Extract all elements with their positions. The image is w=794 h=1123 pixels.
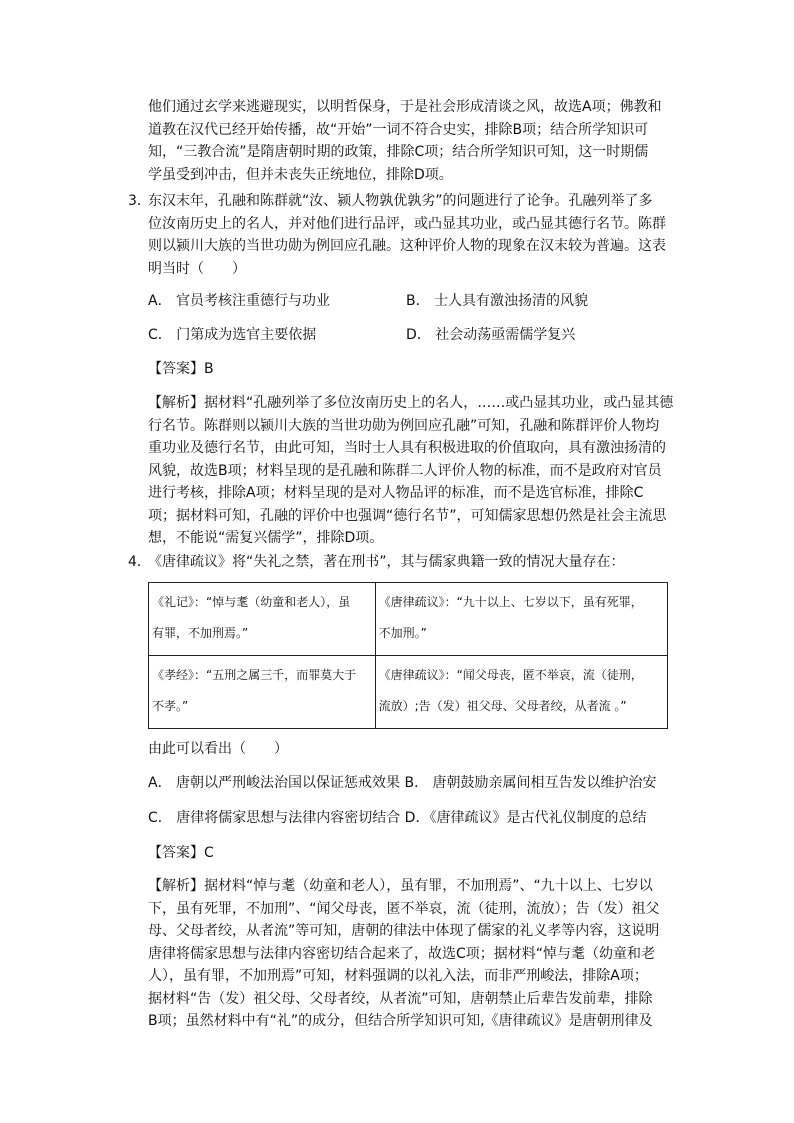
table-row (149, 656, 668, 729)
question-3-explanation-line: 风貌，故选B项；材料呈现的是孔融和陈群二人评价人物的标准，而不是政府对官员 (148, 462, 662, 479)
question-4-explanation-line: 据材料“告（发）祖父母、父母者绞，从者流”可知，唐朝禁止后辈告发前辈，排除 (148, 990, 653, 1007)
question-3-explanation (148, 392, 673, 550)
prev-explanation-line: 学虽受到冲击，但并未丧失正统地位，排除D项。 (148, 166, 453, 183)
question-4-stem: 《唐律疏议》将“失礼之禁，著在刑书”，其与儒家典籍一致的情况大量存在： (148, 554, 625, 570)
question-3-option-a: A． 官员考核注重德行与功业 (148, 293, 331, 309)
table-cell-line: 《孝经》：“五刑之属三千，而罪莫大于 (152, 668, 357, 682)
question-3-stem-line: 则以颍川大族的当世功勋为例回应孔融。这种评价人物的现象在汉末较为普遍。这表 (148, 238, 666, 254)
table-cell-line: 不孝。” (152, 699, 189, 713)
table-cell-line: 《礼记》：“悼与耄（幼童和老人），虽 (152, 595, 351, 609)
question-3-option-b: B． 士人具有激浊扬清的风貌 (406, 293, 589, 309)
table-cell-line: 流放）;告（发）祖父母、父母者绞，从者流 。” (378, 699, 627, 713)
prev-explanation-line: 知，“三教合流”是隋唐朝时期的政策，排除C项；结合所学知识可知，这一时期儒 (148, 144, 649, 160)
prev-explanation (148, 96, 662, 186)
table-cell (149, 656, 376, 729)
question-3-explanation-line: 重功业及德行名节，由此可知，当时士人具有积极进取的价值取向，具有激浊扬清的 (148, 440, 666, 456)
table-row (149, 583, 668, 656)
question-3-stem-line: 东汉末年，孔融和陈群就“汝、颍人物孰优孰劣”的问题进行了论争。孔融列举了多 (148, 193, 653, 209)
prev-explanation-line: 道教在汉代已经开始传播，故“开始”一词不符合史实，排除B项；结合所学知识可 (148, 121, 649, 138)
question-4-explanation-line: 人），虽有罪，不加刑焉”可知，材料强调的以礼入法，而非严刑峻法，排除A项； (148, 968, 648, 984)
question-4-explanation-line: 唐律将儒家思想与法律内容密切结合起来了，故选C项；据材料“悼与耄（幼童和老 (148, 945, 656, 962)
question-3-option-d: D． 社会动荡亟需儒学复兴 (406, 327, 576, 343)
material-table (148, 582, 668, 729)
question-4-prompt: 由此可以看出（ ） (148, 741, 288, 757)
question-3-stem-line: 明当时（ ） (148, 260, 246, 277)
question-3-stem (148, 190, 666, 280)
question-4-options-cd: C． 唐律将儒家思想与法律内容密切结合 D．《唐律疏议》是古代礼仪制度的总结 (148, 810, 647, 826)
question-4-explanation (148, 875, 660, 1033)
question-3-explanation-line: 项；据材料可知，孔融的评价中也强调“德行名节”，可知儒家思想仍然是社会主流思 (148, 507, 667, 524)
question-3-explanation-line: 想，不能说“需复兴儒学”，排除D项。 (148, 530, 384, 546)
table-cell-line: 有罪，不加刑焉。” (152, 626, 249, 640)
prev-explanation-line: 他们通过玄学来逃避现实，以明哲保身，于是社会形成清谈之风，故选A项；佛教和 (148, 99, 662, 115)
question-4-explanation-line: 【解析】据材料“悼与耄（幼童和老人），虽有罪，不加刑焉”、“九十以上、七岁以 (148, 878, 653, 894)
question-3-explanation-line: 【解析】据材料“孔融列举了多位汝南历史上的名人，……或凸显其功业，或凸显其德 (148, 395, 674, 411)
question-4-explanation-line: 下，虽有死罪，不加刑”、“闻父母丧，匿不举哀，流（徒刑，流放）；告（发）祖父 (148, 900, 660, 917)
question-3-number: 3． (128, 193, 151, 209)
question-4-number: 4． (128, 554, 151, 570)
question-3-explanation-line: 行名节。陈群则以颍川大族的当世功勋为例回应孔融”可知，孔融和陈群评价人物均 (148, 417, 660, 434)
question-4-options-ab: A． 唐朝以严刑峻法治国以保证惩戒效果 B． 唐朝鼓励亲属间相互告发以维护治安 (148, 775, 657, 791)
question-3-stem-line: 位汝南历史上的名人，并对他们进行品评，或凸显其功业，或凸显其德行名节。陈群 (148, 215, 666, 232)
question-4-explanation-line: B项；虽然材料中有“礼”的成分，但结合所学知识可知,《唐律疏议》是唐朝刑律及 (148, 1013, 653, 1029)
table-cell-line: 《唐律疏议》：“九十以上、七岁以下，虽有死罪， (378, 595, 643, 609)
table-cell-line: 《唐律疏议》：“闻父母丧，匿不举哀，流（徒刑， (378, 668, 643, 682)
table-cell (149, 583, 376, 656)
table-cell (375, 656, 667, 729)
question-3-answer: 【答案】B (148, 361, 214, 377)
question-4-answer: 【答案】C (148, 845, 214, 861)
question-3-explanation-line: 进行考核，排除A项；材料呈现的是对人物品评的标准，而不是选官标准，排除C (148, 485, 644, 501)
question-4-explanation-line: 母、父母者绞，从者流”等可知，唐朝的律法中体现了儒家的礼义孝等内容，这说明 (148, 923, 660, 939)
table-cell-line: 不加刑。” (378, 626, 427, 640)
table-cell (375, 583, 667, 656)
question-3-option-c: C． 门第成为选官主要依据 (148, 327, 317, 343)
